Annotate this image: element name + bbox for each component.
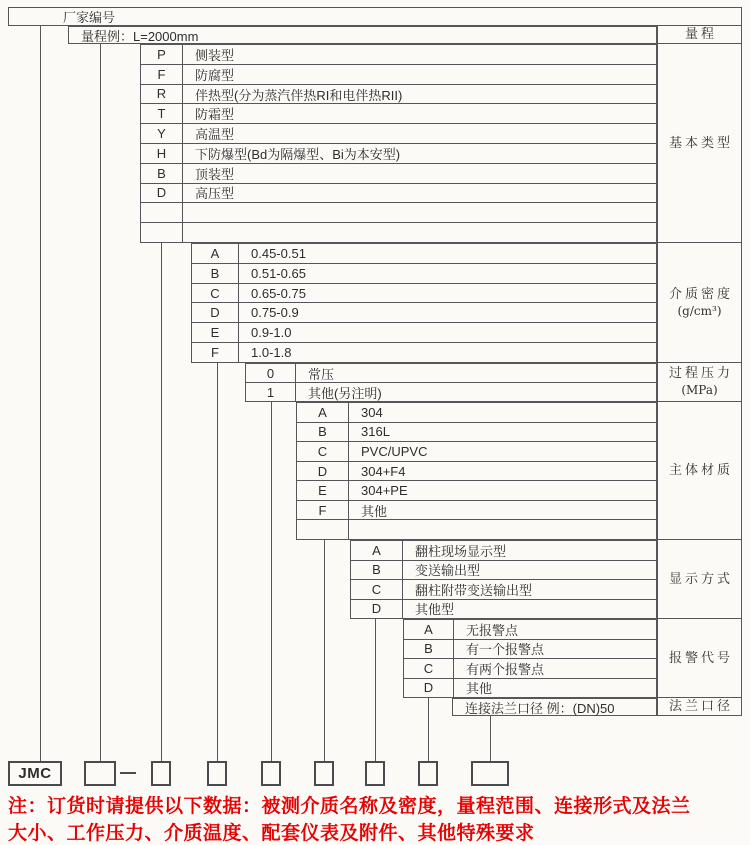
code-cell: A [192, 244, 239, 263]
code-cell: A [351, 541, 403, 560]
table-row-empty [297, 520, 656, 539]
code-box-density [207, 761, 227, 786]
code-cell: T [141, 104, 183, 123]
table-row [141, 144, 656, 164]
connector-range [100, 44, 101, 761]
desc-cell: 顶装型 [195, 166, 235, 182]
model-prefix-box [8, 761, 62, 786]
table-row [192, 323, 656, 343]
code-cell: H [141, 144, 183, 163]
desc-cell: 高温型 [195, 127, 235, 143]
table-row [141, 85, 656, 105]
connector-density [217, 363, 218, 761]
code-cell: E [297, 481, 349, 500]
table-row [404, 659, 656, 679]
table-row [192, 244, 656, 264]
pressure-table [245, 363, 657, 402]
table-row-empty [141, 223, 656, 242]
desc-cell: 有两个报警点 [466, 661, 545, 677]
desc-cell: 0.75-0.9 [251, 305, 299, 321]
code-cell: C [351, 580, 403, 599]
desc-cell [183, 223, 656, 242]
code-cell: P [141, 45, 183, 64]
model-prefix-text: JMC [18, 765, 52, 782]
table-row [141, 65, 656, 85]
desc-cell: 有一个报警点 [466, 642, 545, 658]
connector-material [324, 540, 325, 761]
table-row [351, 541, 656, 561]
range-example-box [68, 26, 657, 44]
table-row [141, 124, 656, 144]
table-row [297, 481, 656, 501]
table-row [351, 600, 656, 619]
label-flange-size: 法兰口径 [658, 698, 741, 716]
code-cell: B [404, 640, 454, 659]
factory-code-label: 厂家编号 [63, 10, 116, 25]
code-cell [141, 203, 183, 222]
table-row [192, 303, 656, 323]
desc-cell: 翻柱现场显示型 [415, 543, 507, 559]
category-label-column [657, 26, 742, 716]
desc-cell: 其他 [361, 503, 388, 519]
desc-cell: 0.9-1.0 [251, 325, 292, 341]
code-cell: B [297, 423, 349, 442]
code-cell: D [351, 600, 403, 619]
code-cell: B [192, 264, 239, 283]
desc-cell [183, 203, 656, 222]
code-box-alarm [418, 761, 438, 786]
code-box-display [365, 761, 385, 786]
code-cell: A [404, 620, 454, 639]
desc-cell: 防腐型 [195, 67, 235, 83]
table-row [141, 104, 656, 124]
dash-separator [120, 772, 136, 774]
flange-size-text: 连接法兰口径 例：(DN)50 [465, 700, 615, 716]
code-cell: D [297, 462, 349, 481]
table-row-empty [141, 203, 656, 223]
desc-cell: 0.51-0.65 [251, 265, 306, 281]
desc-cell: 0.45-0.51 [251, 245, 306, 261]
order-note-line1: 注：订货时请提供以下数据：被测介质名称及密度，量程范围、连接形式及法兰 [8, 796, 691, 817]
label-alarm-code: 报警代号 [658, 619, 741, 698]
connector-alarm [428, 698, 429, 761]
desc-cell: 伴热型(分为蒸汽伴热RI和电伴热RII) [195, 87, 403, 103]
label-display-mode: 显示方式 [658, 540, 741, 619]
label-body-material: 主体材质 [658, 402, 741, 540]
desc-cell [349, 520, 656, 539]
table-row [246, 383, 656, 401]
table-row [141, 45, 656, 65]
table-row [297, 423, 656, 443]
code-cell: D [141, 184, 183, 203]
code-cell: A [297, 403, 349, 422]
display-mode-table [350, 540, 657, 619]
desc-cell: 高压型 [195, 186, 235, 202]
desc-cell: 0.65-0.75 [251, 285, 306, 301]
desc-cell: 304+F4 [361, 463, 406, 479]
desc-cell: 下防爆型(Bd为隔爆型、Bi为本安型) [195, 146, 401, 162]
table-row [141, 184, 656, 204]
table-row [404, 640, 656, 660]
code-box-basic [151, 761, 171, 786]
code-box-material [314, 761, 334, 786]
table-row [404, 620, 656, 640]
code-cell [297, 520, 349, 539]
code-cell: C [192, 284, 239, 303]
desc-cell: 其他型 [415, 602, 455, 618]
factory-code-box [8, 7, 742, 26]
connector-pressure [271, 402, 272, 761]
code-cell: B [351, 561, 403, 580]
desc-cell: PVC/UPVC [361, 443, 428, 459]
connector-display [375, 619, 376, 761]
desc-cell: 侧装型 [195, 47, 235, 63]
density-table [191, 243, 657, 363]
order-note-line2: 大小、工作压力、介质温度、配套仪表及附件、其他特殊要求 [8, 823, 535, 844]
desc-cell: 防霜型 [195, 107, 235, 123]
label-process-pressure: 过程压力 (MPa) [658, 363, 741, 402]
code-cell [141, 223, 183, 242]
table-row [351, 561, 656, 581]
desc-cell: 翻柱附带变送输出型 [415, 582, 533, 598]
table-row [297, 501, 656, 521]
desc-cell: 316L [361, 424, 390, 440]
connector-factory [40, 26, 41, 761]
connector-flange [490, 716, 491, 761]
table-row [404, 679, 656, 698]
label-basic-type: 基本类型 [658, 44, 741, 243]
desc-cell: 其他(另注明) [308, 385, 382, 401]
code-box-flange [471, 761, 509, 786]
desc-cell: 无报警点 [466, 622, 519, 638]
table-row [297, 403, 656, 423]
code-cell: D [404, 679, 454, 698]
table-row [192, 343, 656, 362]
code-cell: F [297, 501, 349, 520]
code-cell: R [141, 85, 183, 104]
code-cell: D [192, 303, 239, 322]
range-example-text: 量程例：L=2000mm [81, 28, 199, 44]
basic-type-table [140, 44, 657, 243]
desc-cell: 304 [361, 404, 383, 420]
code-cell: 0 [246, 364, 296, 382]
table-row [141, 164, 656, 184]
code-cell: 1 [246, 383, 296, 401]
code-cell: F [141, 65, 183, 84]
table-row [297, 462, 656, 482]
code-box-range [84, 761, 116, 786]
code-cell: F [192, 343, 239, 362]
table-row [192, 284, 656, 304]
alarm-code-table [403, 619, 657, 698]
desc-cell: 其他 [466, 681, 493, 697]
table-row [297, 442, 656, 462]
table-row [246, 364, 656, 383]
code-cell: C [404, 659, 454, 678]
code-cell: Y [141, 124, 183, 143]
code-cell: C [297, 442, 349, 461]
desc-cell: 1.0-1.8 [251, 345, 292, 361]
label-range: 量程 [658, 26, 741, 44]
desc-cell: 变送输出型 [415, 563, 481, 579]
table-row [351, 580, 656, 600]
code-cell: E [192, 323, 239, 342]
code-cell: B [141, 164, 183, 183]
code-box-pressure [261, 761, 281, 786]
label-medium-density: 介质密度 (g/cm³) [658, 243, 741, 363]
flange-size-box [452, 698, 657, 716]
connector-basic [161, 243, 162, 761]
desc-cell: 304+PE [361, 483, 408, 499]
table-row [192, 264, 656, 284]
desc-cell: 常压 [308, 366, 335, 382]
material-table [296, 402, 657, 540]
